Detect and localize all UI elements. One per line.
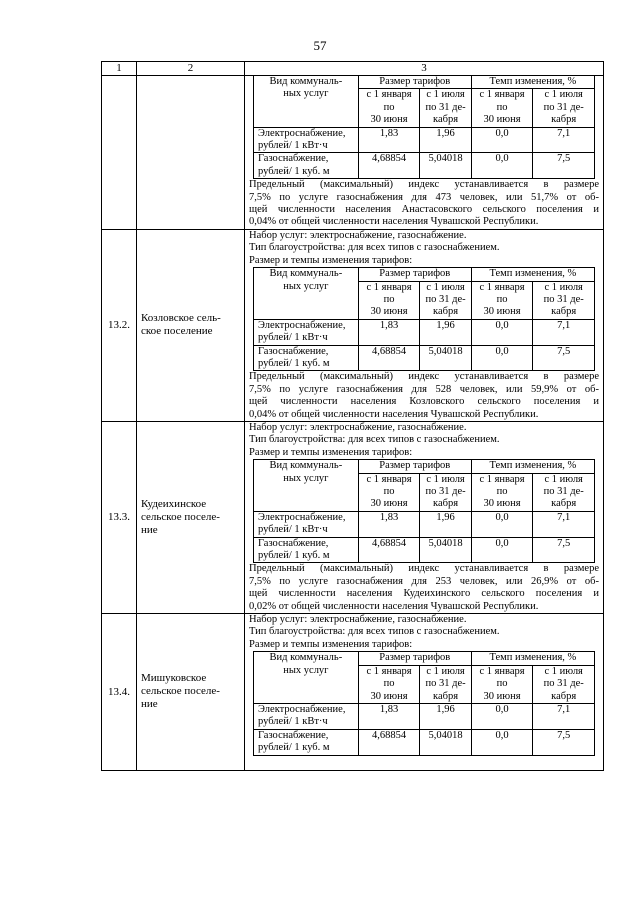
header-text: кабря xyxy=(433,114,459,126)
service-gas xyxy=(254,153,359,179)
service-text: Газоснабжение, xyxy=(258,729,329,741)
rate-value: 7,5 xyxy=(533,153,595,179)
service-electricity xyxy=(254,319,359,345)
header-text: 30 июня xyxy=(483,114,521,126)
row-number: 13.2. xyxy=(102,229,137,421)
header-text: с 1 января xyxy=(479,89,525,101)
page-number: 57 xyxy=(313,38,327,53)
index-line: Предельный (максимальный) индекс устанавливается в размере xyxy=(249,371,599,383)
service-text: Электроснабжение, xyxy=(258,703,346,715)
tariff-value: 1,96 xyxy=(420,511,471,537)
row-number xyxy=(102,76,137,230)
settlement-name-line: сельское поселе- xyxy=(141,511,220,524)
settlement-name xyxy=(137,614,245,770)
period-jul-dec xyxy=(420,281,471,319)
rate-value: 0,0 xyxy=(471,153,533,179)
index-line: Предельный (максимальный) индекс устанавливается в размере xyxy=(249,179,599,191)
header-text: по xyxy=(383,101,395,113)
service-text: рублей/ 1 кВт·ч xyxy=(258,140,328,152)
settlement-name-line: Мишуковское xyxy=(141,672,207,685)
header-text: с 1 января xyxy=(366,473,412,485)
period-jul-dec xyxy=(533,665,595,703)
settlement-name xyxy=(137,229,245,421)
header-text: по 31 де- xyxy=(543,293,584,305)
row-details xyxy=(245,76,604,230)
header-text: ных услуг xyxy=(283,88,329,100)
header-text: по 31 де- xyxy=(425,678,466,690)
header-text: ных услуг xyxy=(283,472,329,484)
header-text: 30 июня xyxy=(483,306,521,318)
header-text: с 1 июля xyxy=(426,473,465,485)
tariff-value: 5,04018 xyxy=(420,345,471,371)
header-text: 30 июня xyxy=(370,690,408,702)
header-text: 30 июня xyxy=(483,498,521,510)
tariff-rate-header: Темп изменения, % xyxy=(471,268,594,281)
tariff-size-header: Размер тарифов xyxy=(358,460,471,473)
period-jan-jun xyxy=(358,281,420,319)
header-text: кабря xyxy=(433,498,459,510)
service-text: рублей/ 1 куб. м xyxy=(258,550,330,562)
column-header-2: 2 xyxy=(137,62,245,76)
header-text: кабря xyxy=(551,690,577,702)
service-text: рублей/ 1 кВт·ч xyxy=(258,332,328,344)
header-text: по xyxy=(383,486,395,497)
settlement-name-line: Козловское сель- xyxy=(141,312,221,325)
improvement-type: Тип благоустройства: для всех типов с газоснабжением. xyxy=(249,434,500,446)
period-jan-jun xyxy=(471,665,533,703)
header-text: 30 июня xyxy=(370,114,408,126)
rate-value: 7,5 xyxy=(533,345,595,371)
index-line: 0,04% от общей численности населения Чувашской Республики. xyxy=(249,408,539,420)
service-text: рублей/ 1 куб. м xyxy=(258,165,330,177)
settlement-name-line: ние xyxy=(141,524,158,537)
service-text: рублей/ 1 кВт·ч xyxy=(258,524,328,536)
index-paragraph xyxy=(245,563,603,613)
service-kind-header xyxy=(254,460,359,512)
tariff-value: 1,96 xyxy=(420,127,471,153)
tariff-value: 1,96 xyxy=(420,703,471,729)
service-kind-header xyxy=(254,652,359,704)
period-jan-jun xyxy=(358,89,420,127)
rate-value: 7,1 xyxy=(533,703,595,729)
rate-value: 0,0 xyxy=(471,537,533,563)
tariff-value: 1,83 xyxy=(358,703,420,729)
index-paragraph xyxy=(245,371,603,421)
tariff-size-header: Размер тарифов xyxy=(358,652,471,665)
service-text: Электроснабжение, xyxy=(258,511,346,523)
rate-value: 7,1 xyxy=(533,127,595,153)
tariff-value: 1,83 xyxy=(358,127,420,153)
header-text: по 31 де- xyxy=(425,293,466,305)
rate-value: 0,0 xyxy=(471,345,533,371)
rate-value: 0,0 xyxy=(471,703,533,729)
period-jan-jun xyxy=(471,473,533,511)
column-header-1: 1 xyxy=(102,62,137,76)
tariff-rate-header: Темп изменения, % xyxy=(471,652,594,665)
header-text: ных услуг xyxy=(283,280,329,292)
index-line: Предельный (максимальный) индекс устанавливается в размере xyxy=(249,563,599,575)
tariff-value: 1,96 xyxy=(420,319,471,345)
service-text: рублей/ 1 кВт·ч xyxy=(258,716,328,728)
index-paragraph xyxy=(245,179,603,229)
inner-tariff-table xyxy=(253,651,595,755)
period-jan-jun xyxy=(358,473,420,511)
header-text: по 31 де- xyxy=(425,101,466,113)
inner-tariff-table xyxy=(253,459,595,563)
row-details xyxy=(245,614,604,770)
service-electricity xyxy=(254,511,359,537)
header-text: по xyxy=(383,293,395,305)
rate-value: 0,0 xyxy=(471,511,533,537)
period-jan-jun xyxy=(358,665,420,703)
header-text: с 1 июля xyxy=(544,281,583,293)
header-text: с 1 июля xyxy=(544,89,583,101)
tariff-rate-header: Темп изменения, % xyxy=(471,460,594,473)
service-gas xyxy=(254,537,359,563)
header-text: Вид коммуналь- xyxy=(269,652,343,664)
table-row xyxy=(102,229,604,421)
service-text: Газоснабжение, xyxy=(258,537,329,549)
header-text: кабря xyxy=(433,690,459,702)
rate-value: 0,0 xyxy=(471,729,533,755)
service-gas xyxy=(254,345,359,371)
services-set: Набор услуг: электроснабжение, газоснабжение. xyxy=(249,421,467,433)
tariff-value: 5,04018 xyxy=(420,153,471,179)
period-jul-dec xyxy=(533,89,595,127)
index-line: 0,02% от общей численности населения Чувашской Республики. xyxy=(249,600,539,612)
service-text: Газоснабжение, xyxy=(258,345,329,357)
tariff-size-header: Размер тарифов xyxy=(358,76,471,89)
header-text: по 31 де- xyxy=(543,101,584,113)
period-jan-jun xyxy=(471,281,533,319)
settlement-name-line: ское поселение xyxy=(141,325,213,338)
header-text: ных услуг xyxy=(283,664,329,676)
table-row xyxy=(102,614,604,770)
settlement-name-line: Кудеихинское xyxy=(141,498,207,511)
service-gas xyxy=(254,729,359,755)
header-text: по xyxy=(496,293,508,305)
tariffs-title: Размер и темпы изменения тарифов: xyxy=(249,638,413,650)
period-jul-dec xyxy=(533,281,595,319)
settlement-name xyxy=(137,76,245,230)
period-jul-dec xyxy=(420,473,471,511)
service-electricity xyxy=(254,127,359,153)
tariff-value: 5,04018 xyxy=(420,729,471,755)
tariff-value: 1,83 xyxy=(358,319,420,345)
header-text: с 1 июля xyxy=(426,89,465,101)
index-line: 7,5% по услуге газоснабжения для 253 человек, или 26,9% от об- xyxy=(249,575,599,587)
rate-value: 0,0 xyxy=(471,319,533,345)
tariff-value: 5,04018 xyxy=(420,537,471,563)
row-number: 13.3. xyxy=(102,421,137,613)
inner-tariff-table xyxy=(253,267,595,371)
rate-value: 7,5 xyxy=(533,537,595,563)
rate-value: 7,5 xyxy=(533,729,595,755)
improvement-type: Тип благоустройства: для всех типов с газоснабжением. xyxy=(249,242,500,254)
index-line: 7,5% по услуге газоснабжения для 528 человек, или 59,9% от об- xyxy=(249,383,599,395)
header-text: по xyxy=(496,486,508,497)
period-jul-dec xyxy=(420,89,471,127)
header-text: с 1 июля xyxy=(544,665,583,677)
header-text: с 1 января xyxy=(366,665,412,677)
header-text: кабря xyxy=(551,498,577,510)
row-number: 13.4. xyxy=(102,614,137,770)
table-row xyxy=(102,76,604,230)
services-set: Набор услуг: электроснабжение, газоснабжение. xyxy=(249,229,467,241)
header-text: по xyxy=(496,678,508,690)
service-electricity xyxy=(254,703,359,729)
tariffs-title: Размер и темпы изменения тарифов: xyxy=(249,446,413,458)
header-text: 30 июня xyxy=(370,498,408,510)
column-header-row xyxy=(102,62,604,76)
header-text: кабря xyxy=(551,114,577,126)
tariff-rate-header: Темп изменения, % xyxy=(471,76,594,89)
header-text: Вид коммуналь- xyxy=(269,76,343,87)
settlement-name-line: ние xyxy=(141,698,158,711)
service-kind-header xyxy=(254,268,359,320)
tariff-value: 4,68854 xyxy=(358,345,420,371)
improvement-type: Тип благоустройства: для всех типов с газоснабжением. xyxy=(249,626,500,638)
row-details xyxy=(245,421,604,613)
header-text: 30 июня xyxy=(483,690,521,702)
header-text: по xyxy=(383,678,395,690)
tariff-value: 4,68854 xyxy=(358,153,420,179)
header-text: по xyxy=(496,101,508,113)
index-line: 0,04% от общей численности населения Чувашской Республики. xyxy=(249,216,539,228)
tariff-value: 1,83 xyxy=(358,511,420,537)
header-text: кабря xyxy=(551,306,577,318)
header-text: 30 июня xyxy=(370,306,408,318)
service-text: рублей/ 1 куб. м xyxy=(258,742,330,754)
index-line: 7,5% по услуге газоснабжения для 473 человек, или 51,7% от об- xyxy=(249,191,599,203)
header-text: с 1 июля xyxy=(426,665,465,677)
header-text: с 1 января xyxy=(479,665,525,677)
service-text: Электроснабжение, xyxy=(258,319,346,331)
header-text: с 1 января xyxy=(366,281,412,293)
column-header-3: 3 xyxy=(245,62,604,76)
tariff-size-header: Размер тарифов xyxy=(358,268,471,281)
tariff-value: 4,68854 xyxy=(358,537,420,563)
tariff-value: 4,68854 xyxy=(358,729,420,755)
header-text: с 1 января xyxy=(479,281,525,293)
rate-value: 7,1 xyxy=(533,319,595,345)
header-text: с 1 января xyxy=(479,473,525,485)
inner-tariff-table xyxy=(253,76,595,179)
period-jul-dec xyxy=(533,473,595,511)
period-jul-dec xyxy=(420,665,471,703)
index-line: щей численности населения Кудеихинского сельского поселения и xyxy=(249,588,599,600)
service-kind-header xyxy=(254,76,359,127)
header-text: с 1 июля xyxy=(426,281,465,293)
service-text: Электроснабжение, xyxy=(258,127,346,139)
tariff-table xyxy=(101,61,604,771)
row-details xyxy=(245,229,604,421)
index-line: щей численности населения Анастасовского сельского поселения и xyxy=(249,204,599,216)
header-text: по 31 де- xyxy=(543,486,584,497)
rate-value: 7,1 xyxy=(533,511,595,537)
settlement-name xyxy=(137,421,245,613)
header-text: по 31 де- xyxy=(543,678,584,690)
settlement-name-line: сельское поселе- xyxy=(141,685,220,698)
header-text: Вид коммуналь- xyxy=(269,268,343,280)
header-text: кабря xyxy=(433,306,459,318)
header-text: Вид коммуналь- xyxy=(269,460,343,472)
rate-value: 0,0 xyxy=(471,127,533,153)
service-text: Газоснабжение, xyxy=(258,153,329,165)
tariffs-title: Размер и темпы изменения тарифов: xyxy=(249,254,413,266)
period-jan-jun xyxy=(471,89,533,127)
header-text: по 31 де- xyxy=(425,486,466,497)
service-text: рублей/ 1 куб. м xyxy=(258,357,330,369)
header-text: с 1 июля xyxy=(544,473,583,485)
services-set: Набор услуг: электроснабжение, газоснабжение. xyxy=(249,614,467,626)
header-text: с 1 января xyxy=(366,89,412,101)
table-row xyxy=(102,421,604,613)
index-line: щей численности населения Козловского сельского поселения и xyxy=(249,396,599,408)
